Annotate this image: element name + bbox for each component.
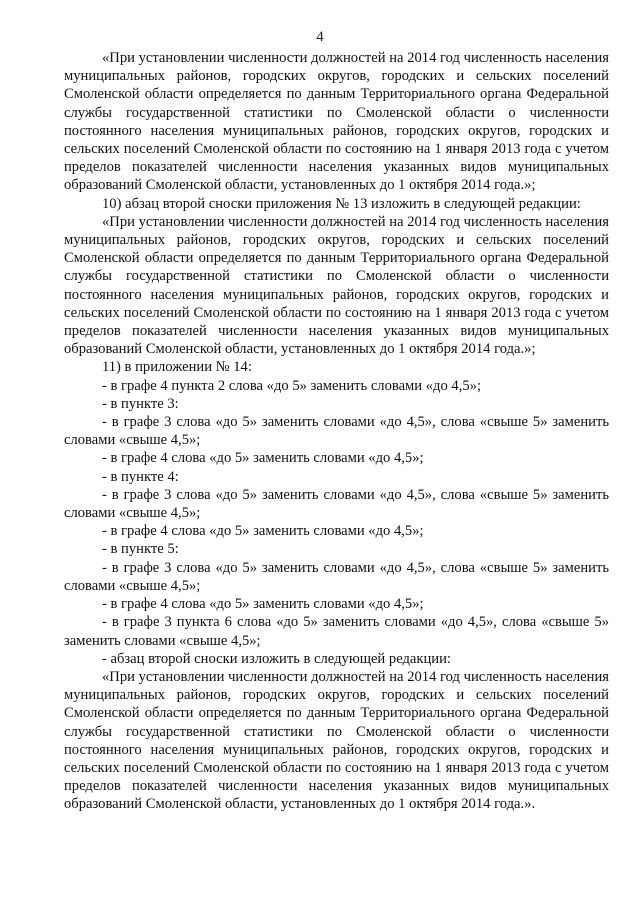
list-item: - в пункте 4:	[102, 468, 179, 485]
list-item: - в графе 4 слова «до 5» заменить словами «до 4,5»;	[102, 523, 424, 540]
list-item: - в графе 4 слова «до 5» заменить словами «до 4,5»;	[102, 450, 424, 467]
list-item: - в графе 3 слова «до 5» заменить словами «до 4,5», слова «свыше 5» заменить словами «свыше 4,5»;	[64, 414, 609, 449]
page-number: 4	[316, 29, 324, 45]
list-item: - в пункте 3:	[102, 395, 179, 412]
list-item: - в графе 3 слова «до 5» заменить словами «до 4,5», слова «свыше 5» заменить словами «свыше 4,5»;	[64, 559, 609, 594]
paragraph-quote-2: «При установлении численности должностей на 2014 год численность населения муниципальных районов, городских округов, городских и сельских поселений Смоленской области определяется по данным Территориального органа Федеральной службы государственной статистики по Смоленской области о численности постоянного населения муниципальных районов, городских округов, городских и сельских поселений Смоленской области по состоянию на 1 января 2013 года с учетом пределов показателей численности населения указанных видов муниципальных образований Смоленской области, установленных до 1 октября 2014 года.»;	[64, 213, 609, 358]
paragraph-item-11: 11) в приложении № 14:	[102, 359, 252, 376]
paragraph-quote-3: «При установлении численности должностей на 2014 год численность населения муниципальных районов, городских округов, городских и сельских поселений Смоленской области определяется по данным Территориального органа Федеральной службы государственной статистики по Смоленской области о численности постоянного населения муниципальных районов, городских округов, городских и сельских поселений Смоленской области по состоянию на 1 января 2013 года с учетом пределов показателей численности населения указанных видов муниципальных образований Смоленской области, установленных до 1 октября 2014 года.».	[64, 668, 609, 813]
paragraph-item-10: 10) абзац второй сноски приложения № 13 изложить в следующей редакции:	[102, 195, 581, 212]
list-item: - в пункте 5:	[102, 541, 179, 558]
list-item: - в графе 4 пункта 2 слова «до 5» заменить словами «до 4,5»;	[102, 377, 482, 394]
list-item: - в графе 4 слова «до 5» заменить словами «до 4,5»;	[102, 596, 424, 613]
list-item: - абзац второй сноски изложить в следующей редакции:	[102, 650, 451, 667]
document-body	[64, 49, 609, 814]
list-item: - в графе 3 пункта 6 слова «до 5» заменить словами «до 4,5», слова «свыше 5» заменить словами «свыше 4,5»;	[64, 614, 609, 649]
list-item: - в графе 3 слова «до 5» заменить словами «до 4,5», слова «свыше 5» заменить словами «свыше 4,5»;	[64, 486, 609, 522]
paragraph-quote-1: «При установлении численности должностей на 2014 год численность населения муниципальных районов, городских округов, городских и сельских поселений Смоленской области определяется по данным Территориального органа Федеральной службы государственной статистики по Смоленской области о численности постоянного населения муниципальных районов, городских округов, городских и сельских поселений Смоленской области по состоянию на 1 января 2013 года с учетом пределов показателей численности населения указанных видов муниципальных образований Смоленской области, установленных до 1 октября 2014 года.»;	[64, 50, 609, 194]
